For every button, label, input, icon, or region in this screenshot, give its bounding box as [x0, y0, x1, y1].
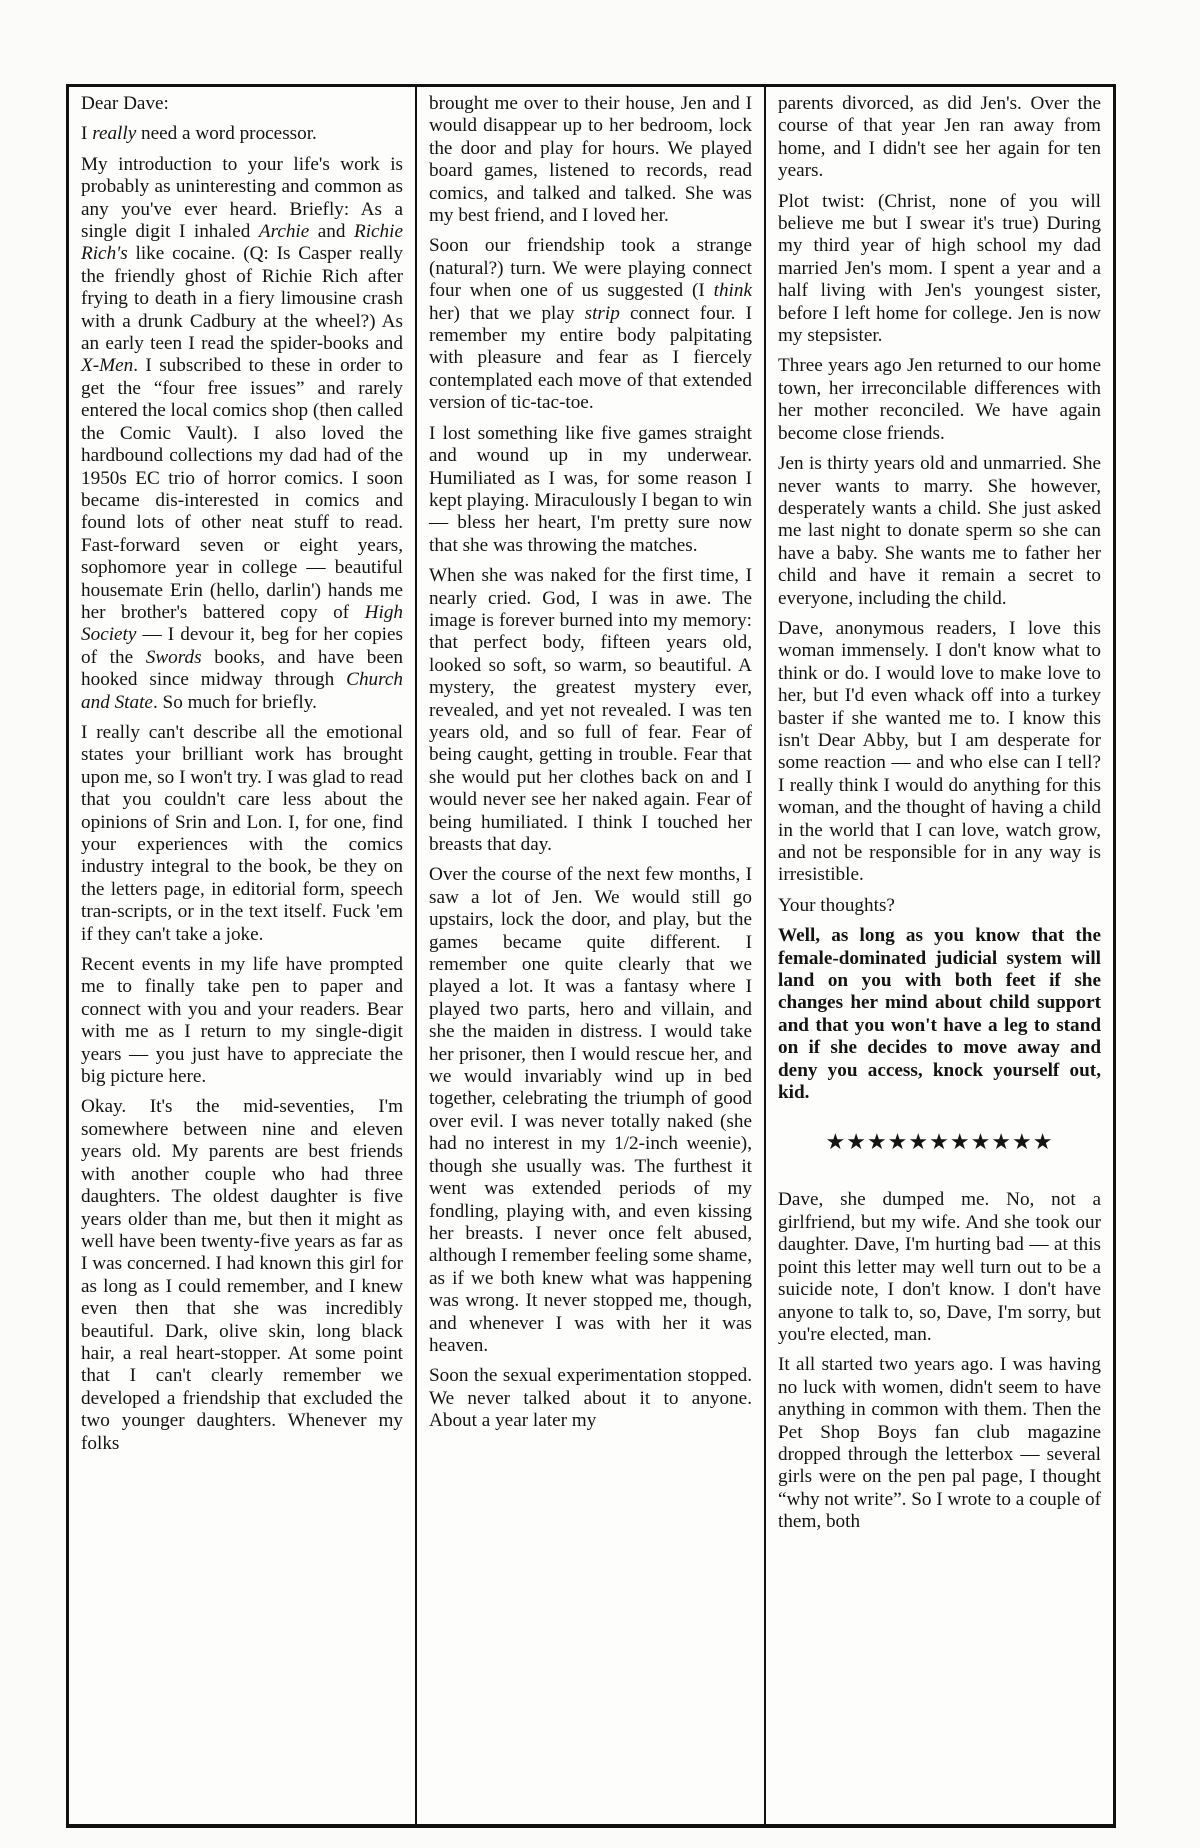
paragraph: Dear Dave:	[81, 93, 169, 114]
paragraph: Dave, she dumped me. No, not a girlfriend, but my wife. And she took our daughter. Dave, I'm hurting bad — at this point this letter may well turn out to be a suicide note, I don't know. I don't have anyone to talk to, so, Dave, I'm sorry, but you're elected, man.	[778, 1189, 1101, 1345]
letters-page-frame	[66, 84, 1116, 1828]
column-1-text	[81, 93, 403, 1455]
paragraph: It all started two years ago. I was having no luck with women, didn't seem to have anything in common with them. Then the Pet Shop Boys fan club magazine dropped through the letterbox — several girls were on the pen pal page, I thought “why not write”. So I wrote to a couple of them, both	[778, 1354, 1101, 1533]
column-3-next-letter-text	[778, 1189, 1101, 1533]
paragraph: Over the course of the next few months, I saw a lot of Jen. We would still go upstairs, lock the door, and play, but the games became quite different. I remember one quite clearly that we played a lot. It was a fantasy where I played two parts, hero and villain, and she the maiden in distress. I would take her prisoner, then I would rescue her, and we would invariably wind up in bed together, celebrating the triumph of good over evil. I was never totally naked (she had no interest in my 1/2-inch weenie), though she usually was. The furthest it went was extended periods of my fondling, playing with, and even kissing her breasts. I never once felt abused, although I remember feeling some shame, as if we both knew what was happening was wrong. It never stopped me, though, and whenever I was with her it was heaven.	[429, 864, 752, 1356]
column-3	[764, 87, 1113, 1824]
column-2-text	[429, 93, 752, 1433]
paragraph: I really need a word processor.	[81, 123, 317, 145]
editor-reply: Well, as long as you know that the female-dominated judicial system will land on you with both feet if she changes her mind about child support and that you won't have a leg to stand on if she decides to move away and deny you access, knock yourself out, kid.	[778, 925, 1101, 1104]
column-3-letter-text	[778, 93, 1101, 917]
column-1	[69, 87, 415, 1824]
column-2	[415, 87, 764, 1824]
paragraph: I really can't describe all the emotional states your brilliant work has brought upon me, so I won't try. I was glad to read that you couldn't care less about the opinions of Srin and Lon. I, for one, find your experiences with the comics industry integral to the book, be they on the letters page, in editorial form, speech tran-scripts, or in the text itself. Fuck 'em if they can't take a joke.	[81, 721, 403, 945]
paragraph: My introduction to your life's work is probably as uninteresting and common as any you've ever heard. Briefly: As a single digit I inhaled Archie and Richie Rich's like cocaine. (Q: Is Casper really the friendly ghost of Richie Rich after frying to death in a fiery limousine crash with a drunk Cadbury at the wheel?) As an early teen I read the spider-books and X-Men. I subscribed to these in order to get the “four free issues” and rarely entered the local comics shop (then called the Comic Vault). I also loved the hardbound collections my dad had of the 1950s EC trio of horror comics. I soon became dis-interested in comics and found lots of other neat stuff to read. Fast-forward seven or eight years, sophomore year in college — beautiful housemate Erin (hello, darlin') hands me her brother's battered copy of High Society — I devour it, beg for her copies of the Swords books, and have been hooked since midway through Church and State. So much for briefly.	[81, 153, 403, 713]
paragraph: brought me over to their house, Jen and I would disappear up to her bedroom, lock the door and play for hours. We played board games, listened to records, read comics, and talked and talked. She was my best friend, and I loved her.	[429, 93, 752, 227]
paragraph: Okay. It's the mid-seventies, I'm somewhere between nine and eleven years old. My parents are best friends with another couple who had three daughters. The oldest daughter is five years older than me, but then it might as well have been twenty-five years as far as I was concerned. I had known this girl for as long as I could remember, and I knew even then that she was incredibly beautiful. Dark, olive skin, long black hair, a real heart-stopper. At some point that I can't clearly remember we developed a friendship that excluded the two younger daughters. Whenever my folks	[81, 1096, 403, 1454]
paragraph: Jen is thirty years old and unmarried. She never wants to marry. She however, desperately wants a child. She just asked me last night to donate sperm so she can have a baby. She wants me to father her child and have it remain a secret to everyone, including the child.	[778, 453, 1101, 609]
paragraph: When she was naked for the first time, I nearly cried. God, I was in awe. The image is forever burned into my memory: that perfect body, fifteen years old, looked so soft, so warm, so beautiful. A mystery, the greatest mystery ever, revealed, and yet not revealed. I was ten years old, and so full of fear. Fear of being caught, getting in trouble. Fear that she would put her clothes back on and I would never see her naked again. Fear of being humiliated. I think I touched her breasts that day.	[429, 565, 752, 855]
paragraph: Plot twist: (Christ, none of you will believe me but I swear it's true) During my third year of high school my dad married Jen's mom. I spent a year and a half living with Jen's youngest sister, before I left home for college. Jen is now my stepsister.	[778, 190, 1101, 347]
paragraph: Dave, anonymous readers, I love this woman immensely. I don't know what to think or do. I would love to make love to her, but I'd even whack off into a turkey baster if she wanted me to. I know this isn't Dear Abby, but I am desperate for some reaction — and who else can I tell? I really think I would do anything for this woman, and the thought of having a child in the world that I can love, watch grow, and not be responsible for in any way is irresistible.	[778, 617, 1101, 886]
paragraph: Soon the sexual experimentation stopped. We never talked about it to anyone. About a year later my	[429, 1365, 752, 1432]
star-separator: ★★★★★★★★★★★	[825, 1130, 1054, 1156]
paragraph: Recent events in my life have prompted me to finally take pen to paper and connect with you and your readers. Bear with me as I return to my single-digit years — you just have to appreciate the big picture here.	[81, 954, 403, 1088]
paragraph: I lost something like five games straight and wound up in my underwear. Humiliated as I was, for some reason I kept playing. Miraculously I began to win — bless her heart, I'm pretty sure now that she was throwing the matches.	[429, 422, 752, 556]
paragraph: Three years ago Jen returned to our home town, her irreconcilable differences with her mother reconciled. We have again become close friends.	[778, 355, 1101, 444]
paragraph: Your thoughts?	[778, 894, 895, 916]
paragraph: Soon our friendship took a strange (natural?) turn. We were playing connect four when one of us suggested (I think her) that we play strip connect four. I remember my entire body palpitating with pleasure and fear as I fiercely contemplated each move of that extended version of tic-tac-toe.	[429, 235, 752, 414]
paragraph: parents divorced, as did Jen's. Over the course of that year Jen ran away from home, and I didn't see her again for ten years.	[778, 93, 1101, 182]
